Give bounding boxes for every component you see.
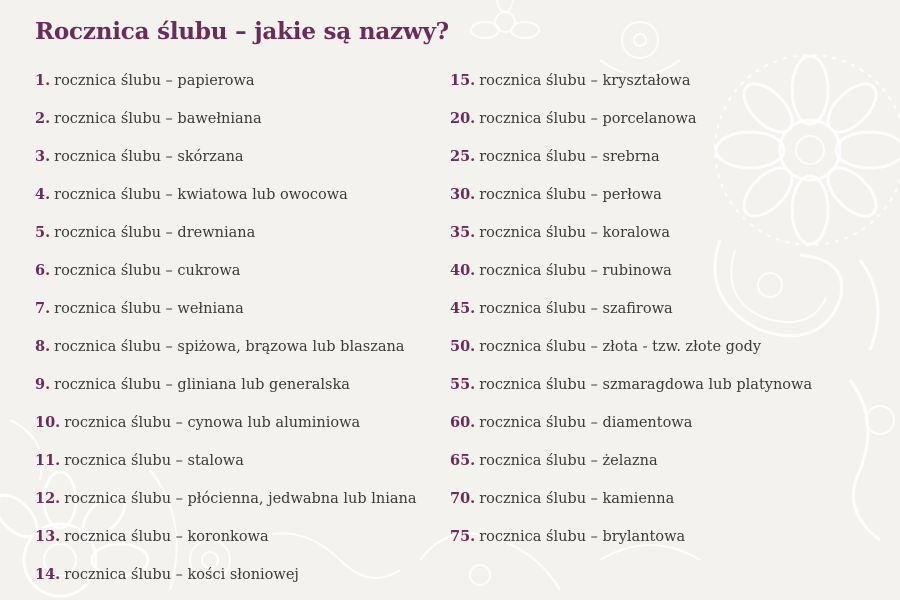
item-number: 8.	[35, 338, 51, 355]
item-text: rocznica ślubu – kamienna	[479, 491, 675, 507]
item-text: rocznica ślubu – płócienna, jedwabna lub lniana	[64, 491, 417, 507]
item-text: rocznica ślubu – żelazna	[479, 453, 658, 469]
item-number: 45.	[450, 300, 476, 317]
list-item	[450, 404, 812, 442]
item-number: 3.	[35, 148, 51, 165]
list-item	[450, 176, 812, 214]
list-item	[35, 328, 417, 366]
item-text: rocznica ślubu – złota - tzw. złote gody	[479, 339, 762, 355]
item-text: rocznica ślubu – kryształowa	[479, 73, 691, 89]
item-number: 60.	[450, 414, 476, 431]
list-item	[35, 214, 417, 252]
item-number: 55.	[450, 376, 476, 393]
list-item	[450, 100, 812, 138]
item-text: rocznica ślubu – brylantowa	[479, 529, 686, 545]
item-number: 9.	[35, 376, 51, 393]
list-item	[450, 252, 812, 290]
list-item	[450, 214, 812, 252]
list-item	[450, 62, 812, 100]
list-item	[35, 62, 417, 100]
page-title: Rocznica ślubu – jakie są nazwy?	[35, 18, 449, 45]
item-text: rocznica ślubu – perłowa	[479, 187, 662, 203]
list-item	[35, 138, 417, 176]
list-item	[35, 518, 417, 556]
item-number: 25.	[450, 148, 476, 165]
item-text: rocznica ślubu – skórzana	[54, 149, 244, 165]
item-number: 20.	[450, 110, 476, 127]
item-number: 1.	[35, 72, 51, 89]
list-item	[450, 138, 812, 176]
list-item	[35, 442, 417, 480]
list-item	[35, 252, 417, 290]
item-number: 4.	[35, 186, 51, 203]
item-number: 5.	[35, 224, 51, 241]
list-item	[35, 366, 417, 404]
item-number: 11.	[35, 452, 61, 469]
list-item	[35, 176, 417, 214]
item-text: rocznica ślubu – diamentowa	[479, 415, 693, 431]
list-item	[450, 442, 812, 480]
item-number: 65.	[450, 452, 476, 469]
list-item	[35, 100, 417, 138]
anniversary-list-right	[450, 62, 812, 556]
list-item	[450, 518, 812, 556]
item-text: rocznica ślubu – szmaragdowa lub platynowa	[479, 377, 813, 393]
item-text: rocznica ślubu – spiżowa, brązowa lub blaszana	[54, 339, 405, 355]
item-number: 12.	[35, 490, 61, 507]
list-item	[35, 290, 417, 328]
item-number: 14.	[35, 566, 61, 583]
item-text: rocznica ślubu – porcelanowa	[479, 111, 697, 127]
item-text: rocznica ślubu – gliniana lub generalska	[54, 377, 350, 393]
list-item	[450, 480, 812, 518]
item-text: rocznica ślubu – szafirowa	[479, 301, 673, 317]
item-number: 15.	[450, 72, 476, 89]
item-number: 35.	[450, 224, 476, 241]
item-number: 50.	[450, 338, 476, 355]
anniversary-list-left	[35, 62, 417, 594]
list-item	[450, 328, 812, 366]
list-item	[450, 366, 812, 404]
item-text: rocznica ślubu – drewniana	[54, 225, 256, 241]
item-number: 30.	[450, 186, 476, 203]
item-number: 75.	[450, 528, 476, 545]
list-item	[35, 404, 417, 442]
item-number: 6.	[35, 262, 51, 279]
item-number: 13.	[35, 528, 61, 545]
item-text: rocznica ślubu – wełniana	[54, 301, 244, 317]
item-text: rocznica ślubu – kwiatowa lub owocowa	[54, 187, 348, 203]
item-text: rocznica ślubu – stalowa	[64, 453, 244, 469]
list-item	[35, 556, 417, 594]
item-number: 70.	[450, 490, 476, 507]
item-text: rocznica ślubu – rubinowa	[479, 263, 672, 279]
item-text: rocznica ślubu – cukrowa	[54, 263, 241, 279]
item-text: rocznica ślubu – papierowa	[54, 73, 255, 89]
item-text: rocznica ślubu – kości słoniowej	[64, 567, 299, 583]
item-number: 2.	[35, 110, 51, 127]
list-item	[450, 290, 812, 328]
item-text: rocznica ślubu – cynowa lub aluminiowa	[64, 415, 361, 431]
list-item	[35, 480, 417, 518]
item-text: rocznica ślubu – bawełniana	[54, 111, 262, 127]
item-number: 40.	[450, 262, 476, 279]
item-number: 10.	[35, 414, 61, 431]
item-text: rocznica ślubu – srebrna	[479, 149, 660, 165]
item-text: rocznica ślubu – koronkowa	[64, 529, 269, 545]
item-text: rocznica ślubu – koralowa	[479, 225, 671, 241]
item-number: 7.	[35, 300, 51, 317]
